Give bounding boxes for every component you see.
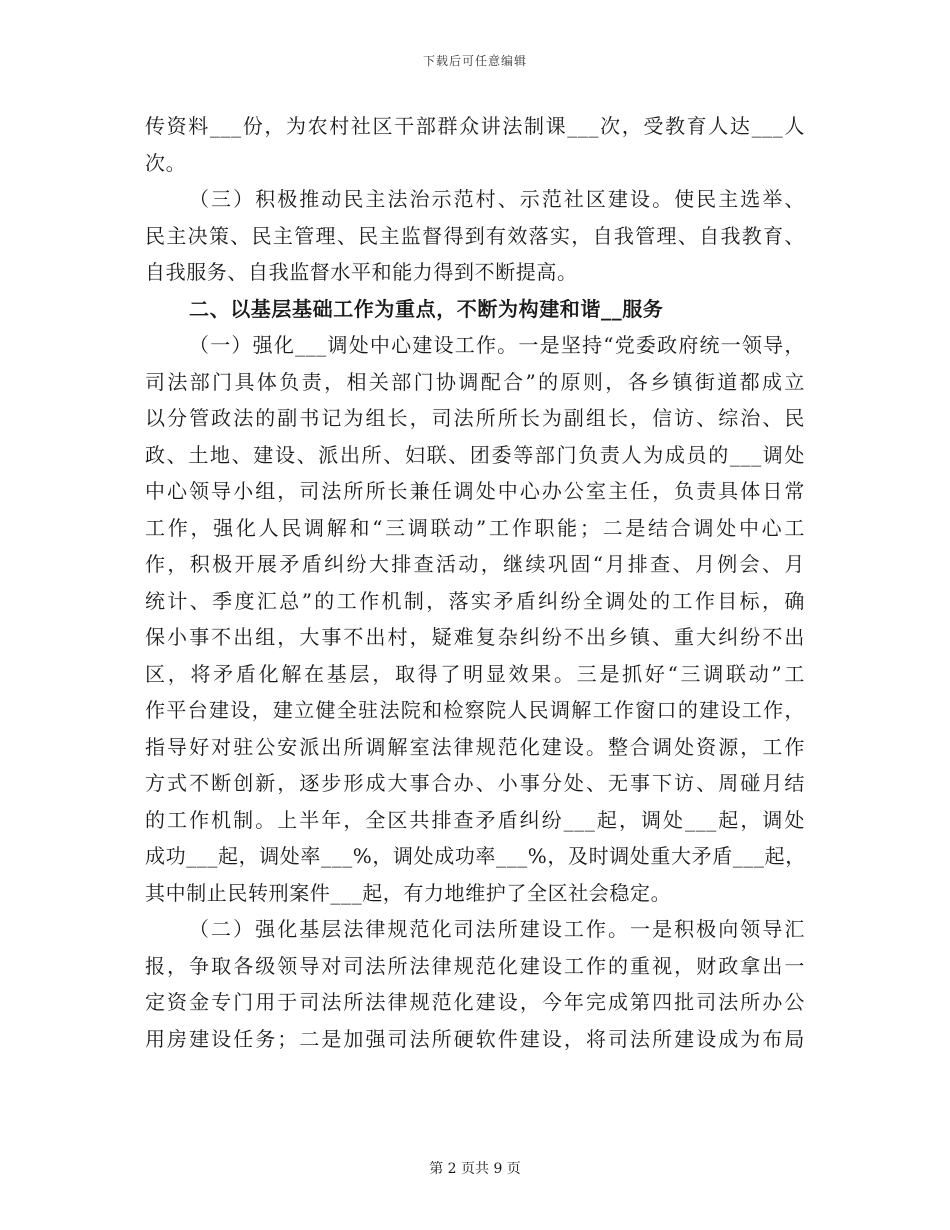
text-line: 用房建设任务；二是加强司法所硬软件建设，将司法所建设成为布局 (145, 1026, 805, 1051)
text-line: 司法部门具体负责，相关部门协调配合”的原则，各乡镇街道都成立 (145, 369, 805, 394)
text-line: （二）强化基层法律规范化司法所建设工作。一是积极向领导汇 (189, 917, 805, 941)
text-line: 次。 (145, 150, 187, 175)
document-body (145, 108, 805, 1057)
text-line: （一）强化___调处中心建设工作。一是坚持“党委政府统一领导， (189, 333, 805, 357)
text-line: （三）积极推动民主法治示范村、示范社区建设。使民主选举、 (189, 187, 805, 211)
page-header: 下载后可任意编辑 (422, 54, 527, 68)
text-line: 保小事不出组，大事不出村，疑难复杂纠纷不出乡镇、重大纠纷不出 (145, 625, 805, 649)
text-line: 区，将矛盾化解在基层，取得了明显效果。三是抓好“三调联动”工 (145, 661, 805, 686)
text-line: 的工作机制。上半年，全区共排查矛盾纠纷___起，调处___起，调处 (145, 807, 805, 832)
text-line: 报，争取各级领导对司法所法律规范化建设工作的重视，财政拿出一 (145, 953, 805, 978)
text-line: 作，积极开展矛盾纠纷大排查活动，继续巩固“月排查、月例会、月 (145, 552, 805, 576)
text-line: 其中制止民转刑案件___起，有力地维护了全区社会稳定。 (145, 880, 672, 905)
text-line: 作平台建设，建立健全驻法院和检察院人民调解工作窗口的建设工作， (145, 698, 805, 722)
text-line: 以分管政法的副书记为组长，司法所所长为副组长，信访、综治、民 (145, 406, 805, 430)
text-line: 成功___起，调处率___%，调处成功率___%，及时调处重大矛盾___起， (145, 844, 806, 868)
text-line: 中心领导小组，司法所所长兼任调处中心办公室主任，负责具体日常 (145, 479, 805, 503)
page-number: 第 2 页共 9 页 (429, 1161, 521, 1177)
text-line: 民主决策、民主管理、民主监督得到有效落实，自我管理、自我教育、 (145, 223, 805, 248)
text-line: 指导好对驻公安派出所调解室法律规范化建设。整合调处资源，工作 (145, 734, 805, 759)
text-line: 统计、季度汇总”的工作机制，落实矛盾纠纷全调处的工作目标，确 (145, 588, 805, 613)
text-line: 方式不断创新，逐步形成大事合办、小事分处、无事下访、周碰月结 (145, 771, 805, 795)
text-line: 政、土地、建设、派出所、妇联、团委等部门负责人为成员的___调处 (145, 442, 805, 467)
text-line: 定资金专门用于司法所法律规范化建设，今年完成第四批司法所办公 (145, 990, 805, 1014)
text-line: 传资料___份，为农村社区干部群众讲法制课___次，受教育人达___人 (145, 114, 805, 138)
text-line: 工作，强化人民调解和“三调联动”工作职能；二是结合调处中心工 (145, 515, 805, 540)
text-line: 自我服务、自我监督水平和能力得到不断提高。 (145, 260, 578, 284)
section-heading: 二、以基层基础工作为重点，不断为构建和谐__服务 (189, 296, 664, 321)
